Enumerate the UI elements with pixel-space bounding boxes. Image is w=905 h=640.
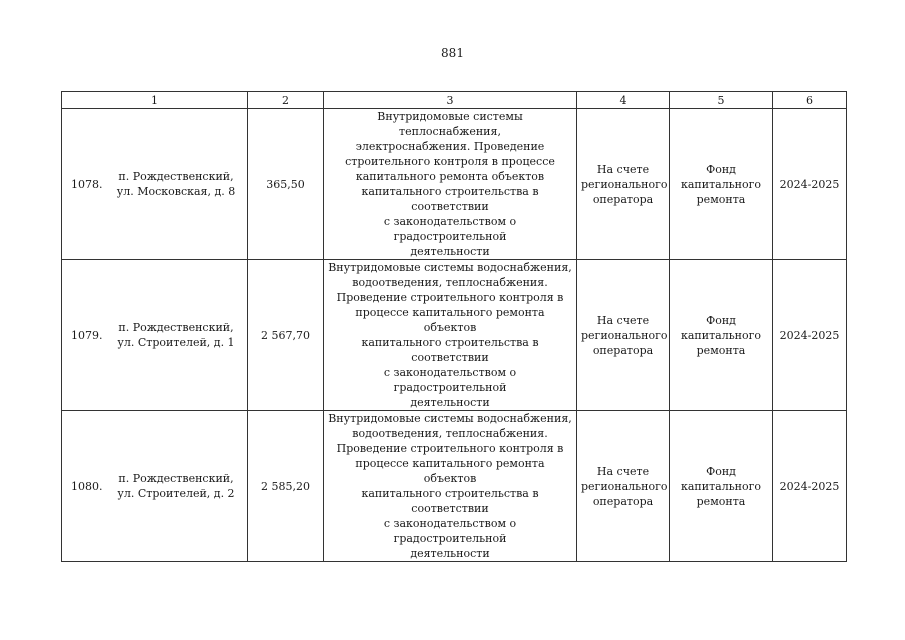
- work-line: процессе капитального ремонта объектов: [355, 306, 545, 334]
- work-line: электроснабжения. Проведение: [355, 140, 545, 153]
- table-header: [62, 92, 847, 109]
- work-description-cell: [324, 411, 577, 562]
- header-col-2: 2: [248, 92, 324, 109]
- account-cell: [577, 109, 670, 260]
- object-cell: [62, 260, 248, 411]
- header-row: [62, 92, 847, 109]
- period-value: 2024-2025: [779, 177, 840, 191]
- work-line: процессе капитального ремонта объектов: [355, 457, 545, 485]
- fund-cell: [670, 260, 773, 411]
- period-cell: [773, 260, 847, 411]
- period-value: 2024-2025: [779, 328, 840, 342]
- work-line: Внутридомовые системы водоснабжения,: [328, 412, 572, 425]
- period-cell: [773, 411, 847, 562]
- fund-cell: [670, 411, 773, 562]
- page-number: 881: [441, 46, 464, 60]
- account-line: регионального: [581, 177, 668, 191]
- work-line: Проведение строительного контроля в: [336, 291, 564, 304]
- row-number: 1078.: [71, 177, 103, 191]
- work-description-cell: [324, 260, 577, 411]
- address-line: ул. Строителей, д. 1: [117, 336, 235, 349]
- work-line: капитального строительства в соответствии: [361, 487, 539, 515]
- capital-repair-table: [61, 91, 847, 562]
- area-cell: [248, 260, 324, 411]
- address-line: п. Рождественский,: [118, 472, 234, 485]
- period-cell: [773, 109, 847, 260]
- fund-cell: [670, 109, 773, 260]
- table-row: [62, 411, 847, 562]
- work-line: Внутридомовые системы теплоснабжения,: [377, 110, 523, 138]
- fund-line: ремонта: [696, 494, 746, 508]
- table-row: [62, 109, 847, 260]
- fund-line: капитального: [680, 177, 762, 191]
- work-line: капитального строительства в соответствии: [361, 336, 539, 364]
- fund-line: Фонд: [706, 162, 736, 176]
- fund-line: ремонта: [696, 343, 746, 357]
- object-cell: [62, 109, 248, 260]
- account-line: На счете: [596, 162, 650, 176]
- fund-line: капитального: [680, 328, 762, 342]
- object-address: [113, 169, 243, 199]
- account-line: На счете: [596, 313, 650, 327]
- work-line: с законодательством о градостроительной: [383, 366, 517, 394]
- work-line: деятельности: [410, 245, 490, 258]
- work-line: с законодательством о градостроительной: [383, 215, 517, 243]
- header-col-5: 5: [670, 92, 773, 109]
- table-row: [62, 260, 847, 411]
- object-cell: [62, 411, 248, 562]
- work-line: деятельности: [410, 396, 490, 409]
- account-line: оператора: [592, 192, 654, 206]
- fund-line: ремонта: [696, 192, 746, 206]
- account-line: На счете: [596, 464, 650, 478]
- work-line: с законодательством о градостроительной: [383, 517, 517, 545]
- address-line: ул. Московская, д. 8: [116, 185, 236, 198]
- work-description-cell: [324, 109, 577, 260]
- object-address: [113, 320, 243, 350]
- row-number: 1079.: [71, 328, 103, 342]
- fund-line: Фонд: [706, 464, 736, 478]
- work-line: Проведение строительного контроля в: [336, 442, 564, 455]
- work-line: капитального ремонта объектов: [355, 170, 545, 183]
- header-col-6: 6: [773, 92, 847, 109]
- account-line: регионального: [581, 328, 668, 342]
- header-col-4: 4: [577, 92, 670, 109]
- account-cell: [577, 260, 670, 411]
- row-number: 1080.: [71, 479, 103, 493]
- period-value: 2024-2025: [779, 479, 840, 493]
- fund-line: капитального: [680, 479, 762, 493]
- area-cell: [248, 411, 324, 562]
- area-value: 365,50: [266, 177, 305, 191]
- work-line: водоотведения, теплоснабжения.: [352, 427, 548, 440]
- address-line: ул. Строителей, д. 2: [117, 487, 235, 500]
- account-line: регионального: [581, 479, 668, 493]
- work-line: водоотведения, теплоснабжения.: [352, 276, 548, 289]
- header-col-1: 1: [62, 92, 248, 109]
- fund-line: Фонд: [706, 313, 736, 327]
- table-body: [62, 109, 847, 562]
- work-line: строительного контроля в процессе: [345, 155, 555, 168]
- address-line: п. Рождественский,: [118, 170, 234, 183]
- work-line: деятельности: [410, 547, 490, 560]
- work-line: капитального строительства в соответствии: [361, 185, 539, 213]
- account-line: оператора: [592, 343, 654, 357]
- account-line: оператора: [592, 494, 654, 508]
- object-address: [113, 471, 243, 501]
- header-col-3: 3: [324, 92, 577, 109]
- work-line: Внутридомовые системы водоснабжения,: [328, 261, 572, 274]
- area-cell: [248, 109, 324, 260]
- area-value: 2 567,70: [261, 328, 310, 342]
- address-line: п. Рождественский,: [118, 321, 234, 334]
- area-value: 2 585,20: [261, 479, 310, 493]
- account-cell: [577, 411, 670, 562]
